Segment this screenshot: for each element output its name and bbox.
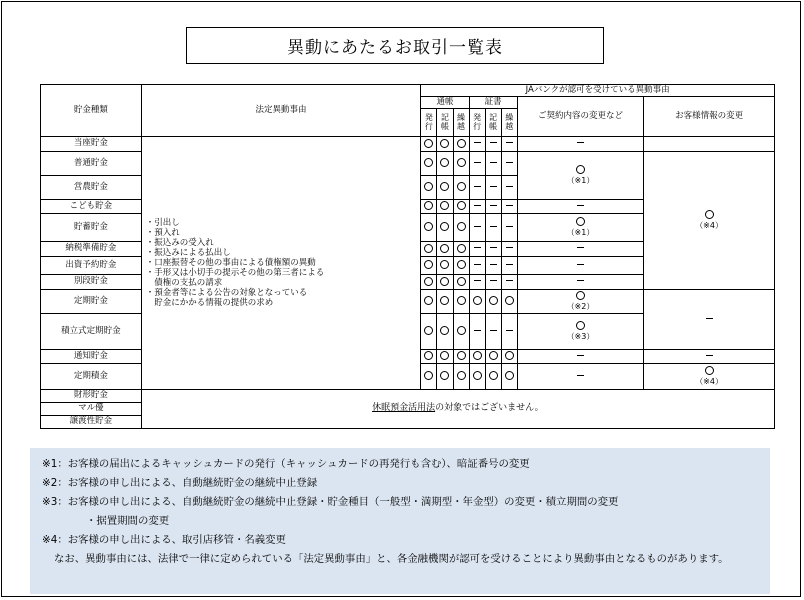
- mark-cell: [421, 200, 437, 214]
- circle-mark: [473, 296, 482, 305]
- circle-mark: [440, 139, 449, 148]
- mark-cell: [437, 364, 453, 390]
- mark-cell: [437, 200, 453, 214]
- note-3: ※3：お客様の申し出による、自動継続貯金の継続中止登録・貯金種目（一般型・満期型・年金型）の変更・積立期間の変更: [42, 496, 619, 508]
- dash-mark: [474, 186, 481, 187]
- circle-mark: [505, 351, 514, 360]
- header-passbook-carry: 繰 越: [453, 109, 469, 137]
- mark-cell: [501, 364, 517, 390]
- deposit-name: 納税準備貯金: [41, 242, 142, 257]
- mark-cell: [469, 176, 485, 200]
- header-ja-group: JAバンクが認可を受けている異動事由: [421, 85, 775, 97]
- mark-cell: [437, 176, 453, 200]
- contract-change-cell: [517, 350, 643, 364]
- mark-cell: [437, 314, 453, 350]
- circle-mark: [424, 351, 433, 360]
- table-body: [41, 137, 775, 429]
- legal-reason-line: ・預入れ: [145, 227, 180, 238]
- mark-cell: [453, 275, 469, 290]
- contract-change-cell: （※1）: [517, 214, 643, 242]
- dash-mark: [490, 162, 497, 163]
- dash-mark: [490, 280, 497, 281]
- mark-cell: [453, 242, 469, 257]
- dash-mark: [506, 264, 513, 265]
- mark-cell: [501, 290, 517, 314]
- mark-cell: [453, 200, 469, 214]
- contract-change-cell: [517, 364, 643, 390]
- circle-mark: [440, 158, 449, 167]
- circle-mark: [457, 222, 466, 231]
- legal-reason-line: 債権の支払の請求: [145, 278, 223, 289]
- circle-mark: [424, 296, 433, 305]
- mark-cell: [421, 314, 437, 350]
- contract-change-cell: [517, 257, 643, 275]
- note-4: ※4：お客様の申し出による、取引店移管・名義変更: [42, 534, 286, 546]
- mark-cell: [453, 364, 469, 390]
- mark-cell: [485, 152, 501, 176]
- legal-reasons-cell: [141, 137, 421, 390]
- circle-mark: [424, 201, 433, 210]
- mark-cell: [421, 364, 437, 390]
- mark-cell: [501, 176, 517, 200]
- dash-mark: [577, 375, 584, 376]
- deposit-name: 積立式定期貯金: [41, 314, 142, 350]
- deposit-name: 当座貯金: [41, 137, 142, 152]
- mark-cell: [437, 290, 453, 314]
- legal-reason-line: ・預金者等による公告の対象となっている: [145, 288, 308, 299]
- circle-mark: [473, 371, 482, 380]
- mark-cell: [453, 290, 469, 314]
- mark-cell: [485, 137, 501, 152]
- deposit-name: 財形貯金: [41, 390, 142, 403]
- circle-mark: [457, 351, 466, 360]
- dash-mark: [474, 280, 481, 281]
- circle-mark: [457, 277, 466, 286]
- mark-cell: [421, 350, 437, 364]
- mark-cell: [453, 176, 469, 200]
- header-passbook-issue: 発 行: [421, 109, 437, 137]
- dash-mark: [506, 280, 513, 281]
- header-deposit-type: 貯金種類: [41, 85, 142, 137]
- mark-cell: [501, 257, 517, 275]
- dash-mark: [706, 318, 713, 319]
- mark-cell: [469, 257, 485, 275]
- dash-mark: [490, 186, 497, 187]
- circle-mark: [424, 260, 433, 269]
- circle-mark: [440, 182, 449, 191]
- circle-mark: [705, 210, 714, 219]
- circle-mark: [424, 139, 433, 148]
- circle-mark: [457, 371, 466, 380]
- mark-cell: [469, 200, 485, 214]
- circle-mark: [473, 351, 482, 360]
- dash-mark: [474, 330, 481, 331]
- contract-change-cell: [517, 242, 643, 257]
- deposit-name: 定期積金: [41, 364, 142, 390]
- dash-mark: [474, 226, 481, 227]
- circle-mark: [424, 326, 433, 335]
- circle-mark: [489, 371, 498, 380]
- circle-mark: [457, 139, 466, 148]
- mark-cell: [469, 152, 485, 176]
- circle-mark: [576, 217, 585, 226]
- transaction-table: [40, 84, 775, 429]
- circle-mark: [424, 222, 433, 231]
- mark-cell: [485, 257, 501, 275]
- circle-mark: [440, 277, 449, 286]
- circle-mark: [440, 222, 449, 231]
- mark-cell: [501, 275, 517, 290]
- deposit-name: 普通貯金: [41, 152, 142, 176]
- dash-mark: [577, 280, 584, 281]
- circle-mark: [424, 371, 433, 380]
- legal-reason-line: ・振込みによる払出し: [145, 247, 231, 258]
- page-title: 異動にあたるお取引一覧表: [186, 27, 604, 64]
- mark-cell: [437, 242, 453, 257]
- mark-cell: [437, 214, 453, 242]
- mark-cell: [453, 214, 469, 242]
- circle-mark: [440, 244, 449, 253]
- contract-change-cell: [517, 137, 643, 152]
- header-contract-change: ご契約内容の変更など: [517, 97, 643, 137]
- customer-change-cell: （※4）: [644, 364, 775, 390]
- deposit-name: こども貯金: [41, 200, 142, 214]
- dash-mark: [506, 142, 513, 143]
- mark-cell: [437, 350, 453, 364]
- mark-cell: [421, 152, 437, 176]
- circle-mark: [576, 321, 585, 330]
- dash-mark: [577, 205, 584, 206]
- mark-cell: [501, 214, 517, 242]
- mark-cell: [501, 152, 517, 176]
- mark-cell: [421, 290, 437, 314]
- mark-cell: [501, 200, 517, 214]
- circle-mark: [424, 277, 433, 286]
- customer-change-cell: [644, 350, 775, 364]
- circle-mark: [457, 326, 466, 335]
- dash-mark: [506, 330, 513, 331]
- dormant-law-link-text: 休眠預金活用法: [372, 403, 436, 414]
- header-cert-record: 記 帳: [485, 109, 501, 137]
- dash-mark: [577, 355, 584, 356]
- deposit-name: 営農貯金: [41, 176, 142, 200]
- contract-change-cell: [517, 200, 643, 214]
- mark-cell: [485, 214, 501, 242]
- note-1: ※1：お客様の届出によるキャッシュカードの発行（キャッシュカードの再発行も含む）、暗証番号の変更: [42, 458, 530, 470]
- mark-cell: [437, 152, 453, 176]
- circle-mark: [440, 296, 449, 305]
- table-row: [41, 137, 775, 152]
- mark-cell: [421, 257, 437, 275]
- contract-change-cell: （※3）: [517, 314, 643, 350]
- circle-mark: [440, 371, 449, 380]
- dash-mark: [706, 355, 713, 356]
- customer-change-common-cell: （※4）: [644, 152, 775, 290]
- dash-mark: [490, 264, 497, 265]
- header-passbook: 通帳: [421, 97, 469, 109]
- circle-mark: [457, 201, 466, 210]
- mark-cell: [501, 137, 517, 152]
- mark-cell: [437, 137, 453, 152]
- mark-cell: [469, 242, 485, 257]
- header-certificate: 証書: [469, 97, 517, 109]
- dash-mark: [474, 142, 481, 143]
- circle-mark: [505, 296, 514, 305]
- header-customer-change: お客様情報の変更: [644, 97, 775, 137]
- dash-mark: [506, 226, 513, 227]
- mark-cell: [485, 364, 501, 390]
- dash-mark: [474, 247, 481, 248]
- circle-mark: [440, 326, 449, 335]
- mark-cell: [485, 314, 501, 350]
- dash-mark: [577, 247, 584, 248]
- deposit-name: 譲渡性貯金: [41, 416, 142, 429]
- legal-reason-line: 貯金にかかる情報の提供の求め: [145, 298, 274, 309]
- dash-mark: [474, 205, 481, 206]
- dash-mark: [490, 205, 497, 206]
- dash-mark: [490, 226, 497, 227]
- dash-mark: [506, 205, 513, 206]
- circle-mark: [440, 351, 449, 360]
- mark-cell: [453, 152, 469, 176]
- notes-box: [30, 448, 770, 594]
- circle-mark: [440, 201, 449, 210]
- dash-mark: [506, 247, 513, 248]
- circle-mark: [440, 260, 449, 269]
- circle-mark: [457, 182, 466, 191]
- note-2: ※2：お客様の申し出による、自動継続貯金の継続中止登録: [42, 477, 318, 489]
- customer-change-cell: [644, 290, 775, 350]
- header-legal-reason: 法定異動事由: [141, 85, 421, 137]
- mark-cell: [453, 314, 469, 350]
- circle-mark: [489, 296, 498, 305]
- circle-mark: [505, 371, 514, 380]
- mark-cell: [469, 364, 485, 390]
- dash-mark: [474, 264, 481, 265]
- mark-cell: [469, 314, 485, 350]
- mark-cell: [469, 214, 485, 242]
- mark-cell: [485, 290, 501, 314]
- mark-cell: [421, 275, 437, 290]
- mark-cell: [437, 257, 453, 275]
- dash-mark: [490, 142, 497, 143]
- deposit-name: 出資予約貯金: [41, 257, 142, 275]
- mark-cell: [421, 176, 437, 200]
- dash-mark: [490, 247, 497, 248]
- mark-cell: [501, 350, 517, 364]
- mark-cell: [485, 242, 501, 257]
- legal-reason-line: ・手形又は小切手の提示その他の第三者による: [145, 268, 325, 278]
- header-cert-issue: 発 行: [469, 109, 485, 137]
- dash-mark: [577, 142, 584, 143]
- deposit-name: マル優: [41, 403, 142, 416]
- dash-mark: [490, 330, 497, 331]
- mark-cell: [421, 214, 437, 242]
- customer-change-cell: [644, 137, 775, 152]
- mark-cell: [485, 200, 501, 214]
- mark-cell: [501, 314, 517, 350]
- mark-cell: [453, 257, 469, 275]
- circle-mark: [457, 296, 466, 305]
- circle-mark: [424, 244, 433, 253]
- mark-cell: [421, 137, 437, 152]
- mark-cell: [485, 275, 501, 290]
- dash-mark: [474, 162, 481, 163]
- deposit-name: 定期貯金: [41, 290, 142, 314]
- circle-mark: [424, 158, 433, 167]
- circle-mark: [457, 158, 466, 167]
- header-cert-carry: 繰 越: [501, 109, 517, 137]
- mark-cell: [469, 137, 485, 152]
- contract-change-cell: [517, 275, 643, 290]
- dash-mark: [506, 186, 513, 187]
- mark-cell: [485, 350, 501, 364]
- mark-cell: [469, 290, 485, 314]
- dash-mark: [506, 162, 513, 163]
- deposit-name: 別段貯金: [41, 275, 142, 290]
- mark-cell: [453, 137, 469, 152]
- contract-change-cell: （※2）: [517, 290, 643, 314]
- circle-mark: [576, 165, 585, 174]
- mark-cell: [437, 275, 453, 290]
- note-closing: なお、異動事由には、法律で一律に定められている「法定異動事由」と、各金融機関が認可を受けることにより異動事由となるものがあります。: [54, 553, 729, 565]
- table-row: [41, 390, 775, 403]
- circle-mark: [576, 291, 585, 300]
- legal-reason-line: ・口座振替その他の事由による債権額の異動: [145, 257, 316, 268]
- mark-cell: [421, 242, 437, 257]
- circle-mark: [489, 351, 498, 360]
- header-passbook-record: 記 帳: [437, 109, 453, 137]
- circle-mark: [457, 260, 466, 269]
- mark-cell: [485, 176, 501, 200]
- mark-cell: [469, 350, 485, 364]
- dormant-deposit-note: 休眠預金活用法の対象ではございません。: [141, 390, 774, 429]
- mark-cell: [501, 242, 517, 257]
- legal-reason-line: ・引出し: [145, 217, 180, 228]
- circle-mark: [705, 366, 714, 375]
- mark-cell: [469, 275, 485, 290]
- note-3-cont: ・据置期間の変更: [86, 515, 170, 527]
- contract-change-cell: （※1）: [517, 152, 643, 200]
- circle-mark: [424, 182, 433, 191]
- deposit-name: 通知貯金: [41, 350, 142, 364]
- dash-mark: [577, 264, 584, 265]
- mark-cell: [453, 350, 469, 364]
- deposit-name: 貯蓄貯金: [41, 214, 142, 242]
- circle-mark: [457, 244, 466, 253]
- legal-reason-line: ・振込みの受入れ: [145, 237, 214, 248]
